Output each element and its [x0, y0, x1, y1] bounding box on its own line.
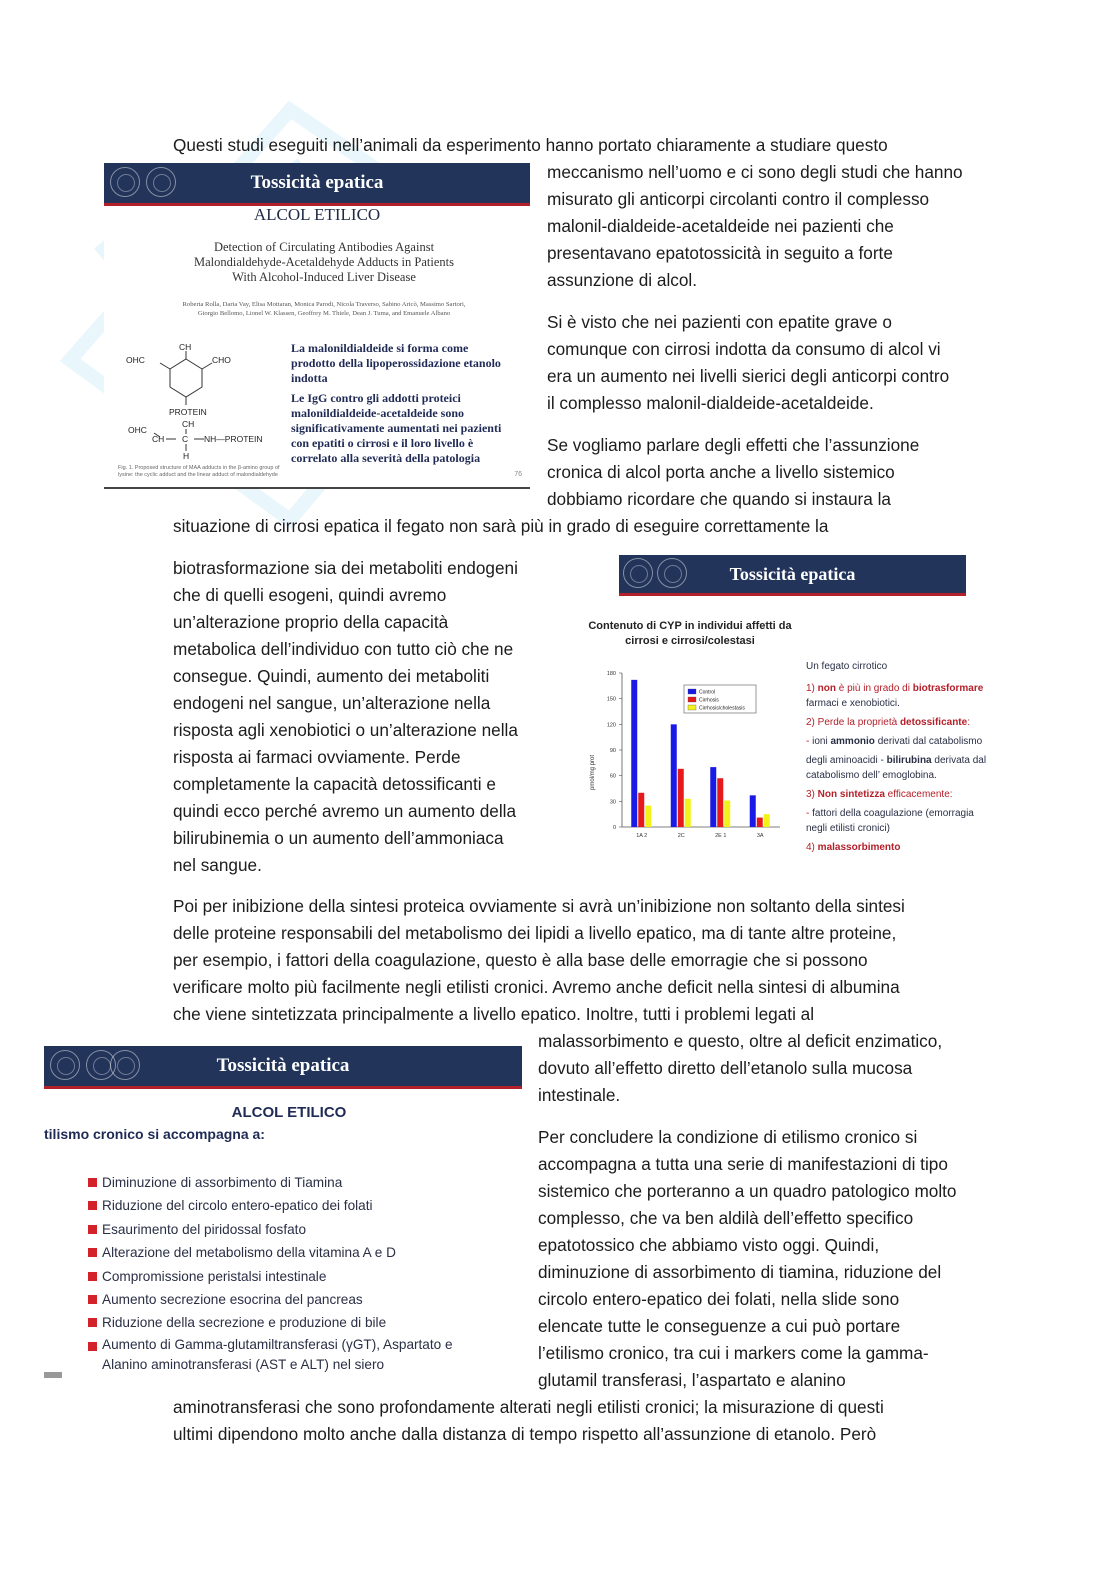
liver-list-text: ammonio [830, 736, 875, 747]
chart-bar [638, 793, 644, 827]
slide-subtitle: ALCOL ETILICO [231, 1104, 347, 1121]
chart-y-tick-label: 60 [609, 773, 616, 780]
chart-bar [717, 778, 723, 827]
chart-x-tick-label: 1A 2 [636, 833, 648, 839]
chart-bar [724, 800, 730, 827]
paper-title: Detection of Circulating Antibodies Against Malondialdehyde-Acetaldehyde Adducts in Patients With Alcohol-Induced Liver Disease [193, 240, 454, 284]
chart-y-tick-label: 180 [606, 671, 616, 677]
chem-label: OHC [128, 425, 147, 435]
liver-list-text: ioni [812, 736, 831, 747]
chart-legend-label: Control [699, 689, 716, 696]
liver-list-text: non [817, 683, 836, 694]
chart-x-tick-label: 3A [756, 833, 764, 839]
liver-list-item [806, 681, 1006, 711]
chart-y-tick-label: 0 [612, 825, 616, 831]
list-item: Esaurimento del piridossal fosfato [88, 1218, 522, 1241]
consequences-list [88, 1171, 522, 1375]
slide-subtitle: ALCOL ETILICO [253, 205, 381, 224]
university-seal-icon [623, 558, 653, 588]
liver-title: Un fegato cirrotico [806, 661, 888, 672]
liver-list-text: degli aminoacidi - [806, 755, 887, 766]
paragraph-systemic: Se vogliamo parlare degli effetti che l’assunzione cronica di alcol porta anche a livello sistemico dobbiamo ricordare che quando si instaura la [547, 435, 920, 509]
liver-list-number: - [806, 736, 813, 747]
liver-list-text: derivata dal [931, 755, 987, 766]
chart-title: Contenuto di CYP in individui affetti da cirrosi e cirrosi/colestasi [588, 620, 792, 647]
chart-bar [757, 818, 763, 827]
university-seal-icon [110, 167, 140, 197]
chart-x-tick-label: 2C [677, 833, 685, 839]
liver-list-text: malassorbimento [817, 842, 901, 853]
slide-page-number: 76 [514, 471, 522, 478]
university-seal-icon [657, 558, 687, 588]
university-seal-icon [110, 1050, 140, 1080]
chart-bar [631, 680, 637, 827]
university-seal-icon [146, 167, 176, 197]
chart-bar [750, 795, 756, 827]
list-item: Riduzione della secrezione e produzione di bile [88, 1311, 522, 1334]
chemical-structure-diagram [124, 341, 284, 471]
slide-header: Tossicità epatica [44, 1046, 522, 1089]
paragraph-malabsorption: malassorbimento e questo, oltre al deficit enzimatico, dovuto all’effetto diretto dell’etanolo sulla mucosa intestinale. [538, 1031, 943, 1105]
liver-list-text: derivati dal catabolismo [874, 736, 983, 747]
chem-label: H [183, 451, 190, 461]
liver-list-text: negli etilisti cronici) [806, 823, 890, 834]
chem-label: OHC [126, 355, 145, 365]
liver-list-text: Perde la proprietà [817, 717, 900, 728]
chart-y-tick-label: 150 [606, 696, 616, 703]
liver-list-number: 1) [806, 683, 818, 694]
chem-label: CH [182, 419, 195, 429]
paragraph-systemic-continued: situazione di cirrosi epatica il fegato non sarà più in grado di eseguire correttamente la [173, 516, 829, 536]
chem-label: NH—PROTEIN [204, 434, 263, 444]
list-item: Alterazione del metabolismo della vitamina A e D [88, 1241, 522, 1264]
liver-list-number: 4) [806, 842, 818, 853]
liver-list-text: efficacemente: [884, 789, 953, 800]
chart-bar [764, 814, 770, 827]
slide-key-point-1: La malonildialdeide si forma come prodotto della lipoperossidazione etanolo indotta [291, 341, 501, 385]
slide-bottom-rule [104, 487, 530, 489]
paragraph-protein-synthesis: Poi per inibizione della sintesi proteica ovviamente si avrà un’inibizione non soltanto della sintesi delle proteine responsabili del metabolismo dei lipidi a livello epatico, ma di tante altre proteine, per esempio, i fattori della coagulazione, questo è alla base delle emorragie che si possono verificare molto più facilmente negli etilisti cronici. Avremo anche deficit nella sintesi di albumina che viene sintetizzata principalmente a livello epatico. Inoltre, tutti i problemi legati al [173, 896, 905, 1024]
liver-list-text: catabolismo dell’ emoglobina. [806, 770, 937, 781]
liver-list-number: 2) [806, 717, 818, 728]
chart-bar [671, 724, 677, 827]
list-item: Aumento di Gamma-glutamiltransferasi (γGT), Aspartato e Alanino aminotransferasi (AST e ALT) nel siero [88, 1335, 522, 1375]
list-item: Riduzione del circolo entero-epatico dei folati [88, 1194, 522, 1217]
slide-header: Tossicità epatica [619, 555, 966, 596]
chem-label: PROTEIN [169, 407, 207, 417]
chart-legend-swatch [688, 697, 696, 702]
slide-lead-text: tilismo cronico si accompagna a: [44, 1126, 265, 1142]
slide-header: Tossicità epatica [104, 163, 530, 206]
chem-label: CH [152, 434, 165, 444]
chart-bar [678, 769, 684, 827]
chart-legend-label: Cirrhosis [699, 697, 719, 704]
liver-list-item [806, 715, 1006, 730]
liver-list-number: - [806, 808, 813, 819]
list-item: Diminuzione di assorbimento di Tiamina [88, 1171, 522, 1194]
slide-alcol-etilico-chronic [44, 1046, 522, 1382]
chart-y-tick-label: 120 [606, 722, 616, 729]
liver-function-list [806, 681, 1006, 859]
chem-label: CHO [212, 355, 231, 365]
liver-list-text: bilirubina [886, 755, 932, 766]
paragraph-intro-continued: meccanismo nell’uomo e ci sono degli studi che hanno misurato gli anticorpi circolanti contro il complesso malonil-dialdeide-acetaldeide nei pazienti che presentavano epatotossicità in seguito a forte assunzione di alcol. [547, 162, 963, 290]
chart-bar [710, 767, 716, 827]
liver-list-item [806, 840, 1006, 855]
cyp-bar-chart [580, 665, 800, 860]
chart-y-axis-label: pmol/mg prot [590, 754, 596, 790]
chart-legend-swatch [688, 705, 696, 710]
slide-key-point-2: Le IgG contro gli addotti proteici malonildialdeide-acetaldeide sono significativamente aumentati nei pazienti con epatiti o cirrosi e il loro livello è correlato alla severità della patologia [291, 391, 502, 465]
slide-corner-marker [44, 1372, 62, 1378]
liver-list-item [806, 734, 1006, 749]
liver-list-text: biotrasformare [912, 683, 984, 694]
liver-list-item [806, 806, 1006, 836]
paragraph-intro: Questi studi eseguiti nell’animali da esperimento hanno portato chiaramente a studiare questo [173, 135, 888, 155]
liver-list-text: è più in grado di [836, 683, 913, 694]
slide-alcol-etilico-antibodies [104, 163, 530, 489]
list-item: Aumento secrezione esocrina del pancreas [88, 1288, 522, 1311]
chart-y-tick-label: 30 [609, 799, 616, 806]
slide-cyp-cirrhosis [580, 555, 1008, 865]
paragraph-antibodies: Si è visto che nei pazienti con epatite grave o comunque con cirrosi indotta da consumo di alcol vi era un aumento nei livelli sierici degli anticorpi contro il complesso malonil-dialdeide-acetaldeide. [547, 312, 950, 413]
liver-list-text: farmaci e xenobiotici. [806, 698, 900, 709]
list-item: Compromissione peristalsi intestinale [88, 1265, 522, 1288]
liver-list-text: fattori della coagulazione (emorragia [812, 808, 974, 819]
chart-x-tick-label: 2E 1 [715, 833, 727, 839]
chem-label: C [182, 434, 189, 444]
chem-label: CH [179, 342, 192, 352]
chart-bar [645, 806, 651, 827]
paragraph-conclusion-continued: aminotransferasi che sono profondamente alterati negli etilisti cronici; la misurazione di questi ultimi dipendono molto anche dalla distanza di tempo rispetto all’assunzione di etanolo. Però [173, 1397, 884, 1444]
liver-list-item [806, 753, 1006, 783]
liver-list-item [806, 787, 1006, 802]
paragraph-conclusion: Per concludere la condizione di etilismo cronico si accompagna a tutta una serie di manifestazioni di tipo sistemico che porteranno a un quadro patologico molto complesso, che va ben aldilà dell’effetto specifico epatotossico che abbiamo visto oggi. Quindi, diminuzione di assorbimento di tiamina, riduzione del circolo entero-epatico dei folati, nella slide sono elencate tutte le conseguenze a cui può portare l’etilismo cronico, tra cui i markers come la gamma- glutamil transferasi, l’aspartato e alanino [538, 1127, 957, 1390]
figure-caption: Fig. 1. Proposed structure of MAA adducts in the β-amino group of lysine: the cyclic adduct and the linear adduct of malondialdehyde [118, 465, 280, 478]
paragraph-biotransformation: biotrasformazione sia dei metaboliti endogeni che di quelli esogeni, quindi avremo un’alterazione proprio della capacità metabolica dell’individuo con tutto ciò che ne consegue. Quindi, aumento dei metaboliti endogeni nel sangue, un’alterazione nella risposta agli xenobiotici o un’alterazione nella risposta ai farmaci ovviamente. Perde completamente la capacità detossificanti e quindi ecco perché avremo un aumento della bilirubinemia o un aumento dell’ammoniaca nel sangue. [173, 558, 518, 875]
paper-authors: Roberta Rolla, Daria Vay, Elisa Mottaran, Monica Parodi, Nicola Traverso, Sabino Aricò, Massimo Sartori, Giorgio Bellomo, Lionel W. Klassen, Geoffrey M. Thiele, Dean J. Tuma, and Emanuele Albano [182, 301, 466, 317]
chart-legend-swatch [688, 689, 696, 694]
liver-list-text: Non sintetizza [817, 789, 885, 800]
chart-bar [685, 799, 691, 827]
liver-list-text: detossificante [899, 717, 968, 728]
chart-legend-label: Cirrhosis/cholestasis [699, 705, 745, 712]
liver-list-text: : [967, 717, 970, 728]
liver-list-number: 3) [806, 789, 818, 800]
university-seal-icon [50, 1050, 80, 1080]
chart-y-tick-label: 90 [609, 748, 616, 754]
